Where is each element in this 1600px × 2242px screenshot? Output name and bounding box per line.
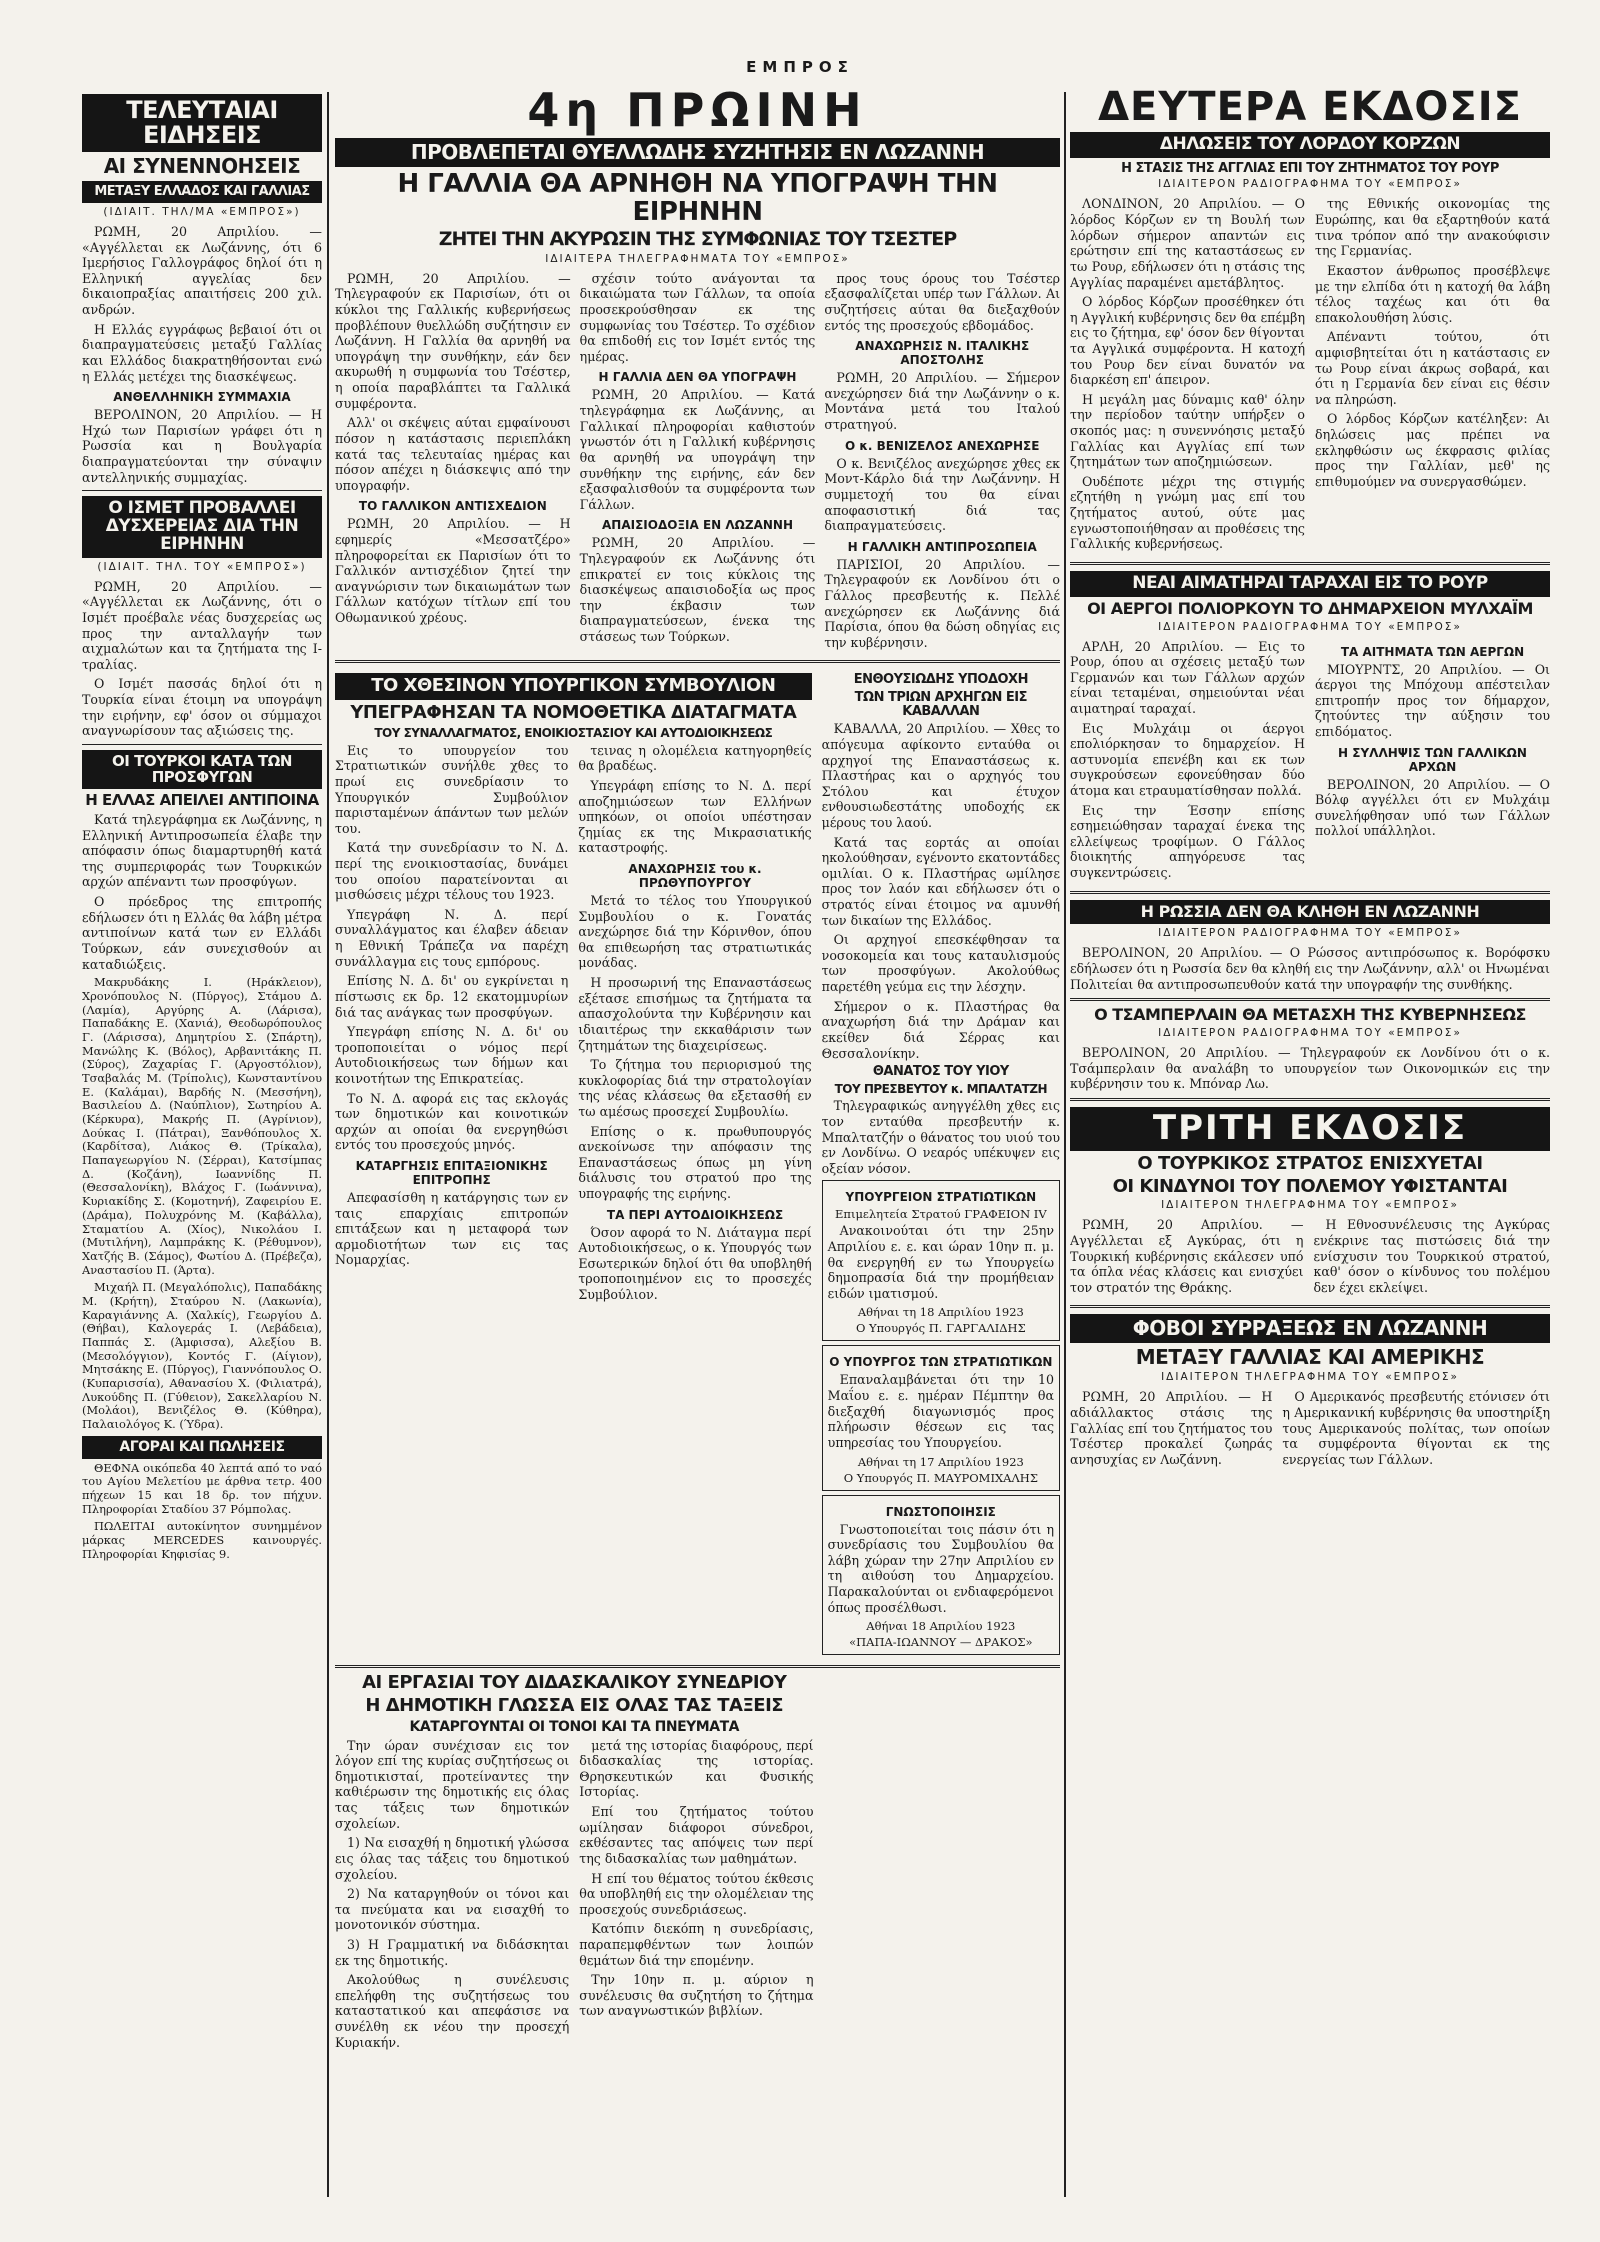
paragraph: ΜΙΟΥΡΝΤΣ, 20 Απριλίου. — Οι άεργοι της Μπόχουμ απέστειλαν επιτροπήν προς τον δήμαρχον, ζητούντες την αύξησιν του επιδόματος. [1315, 661, 1550, 739]
notice-box [822, 1495, 1060, 1656]
names-list: Μιχαήλ Π. (Μεγαλόπολις), Παπαδάκης Μ. (Κρήτη), Σταύρου Ν. (Λακωνία), Καραγιάννης Α. (Χαλκίς), Γεωργίου Δ. (Θήβαι), Καλογεράς Ι. (Λεβάδεια), Παππάς Σ. (Άμφισσα), Αλεξίου Β. (Μεσολόγγιον), Κοντός Γ. (Αίγιον), Μητσάκης Ε. (Πύργος), Γιαννόπουλος Ο. (Κυπαρισσία), Αθανασίου Χ. (Φιλιατρά), Λυκούδης Π. (Γύθειον), Σακελλαρίου Ν. (Μολάοι), Βενιζέλος Θ. (Κύθηρα), Παλαιολόγος Κ. (Ύδρα). [82, 1280, 322, 1432]
paragraph: Η Ελλάς εγγράφως βεβαιοί ότι οι διαπραγματεύσεις μεταξύ Γαλλίας και Ελλάδος διακρατηθήσονται ενώ η Ελλάς μετέχει της διασκέψεως. [82, 321, 322, 384]
notice-box [822, 1180, 1060, 1341]
paragraph: ΒΕΡΟΛΙΝΟΝ, 20 Απριλίου. — Η Ηχώ των Παρισίων γράφει ότι η Ρωσσία και η Βουλγαρία διαπραγματεύονται την σύναψιν αντελληνικής συμμαχίας. [82, 407, 322, 485]
headline: ΜΕΤΑΞΥ ΓΑΛΛΙΑΣ ΚΑΙ ΑΜΕΡΙΚΗΣ [1135, 1345, 1485, 1370]
headline: ΟΙ ΚΙΝΔΥΝΟΙ ΤΟΥ ΠΟΛΕΜΟΥ ΥΦΙΣΤΑΝΤΑΙ [1112, 1175, 1508, 1197]
heading: ΤΑ ΑΙΤΗΜΑΤΑ ΤΩΝ ΑΕΡΓΩΝ [1340, 644, 1525, 659]
source-line: (ΙΔΙΑΙΤ. ΤΗΛ. ΤΟΥ «ΕΜΠΡΟΣ») [97, 560, 307, 573]
latest-news-heading: ΤΕΛΕΥΤΑΙΑΙ ΕΙΔΗΣΕΙΣ [82, 94, 322, 152]
paragraph: προς τους όρους του Τσέστερ εξασφαλίζεται υπέρ των Γάλλων. Αι συζητήσεις αύται θα διεξαχθούν εντός της προσεχούς εβδομάδος. [824, 270, 1060, 333]
headline: ΔΗΛΩΣΕΙΣ ΤΟΥ ΛΟΡΔΟΥ ΚΟΡΖΩΝ [1070, 132, 1550, 158]
paragraph: της Εθνικής οικονομίας της Ευρώπης, και θα εξαρτηθούν κατά τινα τρόπον από την ανακούφισιν της Γερμανίας. [1315, 196, 1550, 259]
paragraph: Η μεγάλη μας δύναμις καθ' όλην την περίοδον ταύτην υπήρξεν ο σκοπός μας: η συνεννόησις μεταξύ Γαλλίας και Αγγλίας επί των ζητημάτων των αποζημιώσεων. [1070, 391, 1305, 470]
headline: ΖΗΤΕΙ ΤΗΝ ΑΚΥΡΩΣΙΝ ΤΗΣ ΣΥΜΦΩΝΙΑΣ ΤΟΥ ΤΣΕΣΤΕΡ [438, 227, 957, 250]
heading: Η ΕΛΛΑΣ ΑΠΕΙΛΕΙ ΑΝΤΙΠΟΙΝΑ [85, 791, 319, 810]
paragraph: ΡΩΜΗ, 20 Απριλίου. — Κατά τηλεγράφημα εκ Λωζάννης, αι Γαλλικαί πληροφορίαι καθιστούν γνωστόν ότι η Γαλλική κυβέρνησις θα αρνηθή να υπογράψη την συνθήκην της ειρήνης, εάν δεν εξασφαλισθούν τα συμφέροντα των Γάλλων. [579, 387, 816, 512]
paragraph: Απεφασίσθη η κατάργησις των εν ταις επαρχίαις επιτροπών επιτάξεων και η μεταφορά των αρμοδιοτήτων των εις τας Νομαρχίας. [335, 1190, 569, 1268]
date-line: Αθήναι 18 Απριλίου 1923 [866, 1619, 1016, 1634]
headline: ΕΝΘΟΥΣΙΩΔΗΣ ΥΠΟΔΟΧΗ [853, 672, 1028, 688]
heading: Ο ΙΣΜΕΤ ΠΡΟΒΑΛΛΕΙ ΔΥΣΧΕΡΕΙΑΣ ΔΙΑ ΤΗΝ ΕΙΡΗΝΗΝ [82, 496, 322, 558]
headline: ΚΑΤΑΡΓΟΥΝΤΑΙ ΟΙ ΤΟΝΟΙ ΚΑΙ ΤΑ ΠΝΕΥΜΑΤΑ [409, 1718, 739, 1735]
date-line: Αθήναι τη 17 Απριλίου 1923 [857, 1454, 1024, 1469]
paragraph: Κατόπιν διεκόπη η συνεδρίασις, παραπεμφθέντων των λοιπών θεμάτων διά την επομένην. [579, 1921, 814, 1968]
source-line: (ΙΔΙΑΙΤ. ΤΗΛ/ΜΑ «ΕΜΠΡΟΣ») [103, 206, 301, 219]
paragraph: Αλλ' οι σκέψεις αύται εμφαίνουσι πόσον η κατάστασις περιεπλάκη κατά τας τελευταίας ημέρας και πόσον απέχει η διάσκεψις από την υπογραφήν. [335, 415, 571, 493]
heading: ΓΝΩΣΤΟΠΟΙΗΣΙΣ [885, 1504, 996, 1519]
headline: ΟΙ ΑΕΡΓΟΙ ΠΟΛΙΟΡΚΟΥΝ ΤΟ ΔΗΜΑΡΧΕΙΟΝ ΜΥΛΧΑΪΜ [1087, 598, 1533, 618]
paragraph: Εις Μυλχάιμ οι άεργοι επολιόρκησαν το δημαρχείον. Η αστυνομία επενέβη και εκ των συγκρούσεων εφονεύθησαν δύο άτομα και ετραυματίσθησαν πολλά. [1070, 720, 1305, 799]
paragraph: Εκαστον άνθρωπος προσέβλεψε με την ελπίδα ότι η κατοχή θα λάβη τέλος ταχέως και ότι θα επακολουθήση λύσις. [1315, 262, 1550, 325]
paragraph: ΡΩΜΗ, 20 Απριλίου. — Η αδιάλλακτος στάσις της Γαλλίας επί του ζητήματος του Τσέστερ προκαλεί ζωηράς ανησυχίας εν Λωζάννη. [1070, 1389, 1273, 1467]
source-line: ΙΔΙΑΙΤΕΡΟΝ ΡΑΔΙΟΓΡΑΦΗΜΑ ΤΟΥ «ΕΜΠΡΟΣ» [1158, 927, 1462, 940]
paragraph: Επί του ζητήματος τούτου ωμίλησαν διάφοροι σύνεδροι, εκθέσαντες τας απόψεις των περί της διδασκαλίας των μαθημάτων. [579, 1804, 814, 1866]
paragraph: Όσον αφορά το Ν. Διάταγμα περί Αυτοδιοικήσεως, ο κ. Υπουργός των Εσωτερικών δηλοί ότι θα υποβληθή τροποποιημένον εις το προσεχές Συμβούλιον. [578, 1224, 812, 1303]
edition-title: 4η ΠΡΩΙΝΗ [527, 90, 868, 137]
headline: Ο ΤΣΑΜΠΕΡΛΑΙΝ ΘΑ ΜΕΤΑΣΧΗ ΤΗΣ ΚΥΒΕΡΝΗΣΕΩΣ [1094, 1005, 1526, 1025]
headline: ΝΕΑΙ ΑΙΜΑΤΗΡΑΙ ΤΑΡΑΧΑΙ ΕΙΣ ΤΟ ΡΟΥΡ [1070, 571, 1550, 597]
source-line: ΙΔΙΑΙΤΕΡΟΝ ΡΑΔΙΟΓΡΑΦΗΜΑ ΤΟΥ «ΕΜΠΡΟΣ» [1158, 620, 1462, 633]
heading: ΚΑΤΑΡΓΗΣΙΣ ΕΠΙΤΑΞΙΟΝΙΚΗΣ ΕΠΙΤΡΟΠΗΣ [355, 1159, 548, 1188]
heading: ΑΝΑΧΩΡΗΣΙΣ του κ. ΠΡΩΘΥΠΟΥΡΓΟΥ [628, 862, 762, 891]
heading: ΑΠΑΙΣΙΟΔΟΞΙΑ ΕΝ ΛΩΖΑΝΝΗ [602, 518, 793, 533]
paragraph: σχέσιν τούτο ανάγονται τα δικαιώματα των Γάλλων, τα οποία προσεκρούσθησαν εκ της συμφωνίας του Τσέστερ. Το σχέδιον θα επιδοθή εις τον Ισμέτ εντός της ημέρας. [579, 270, 816, 364]
paragraph: ΒΕΡΟΛΙΝΟΝ, 20 Απριλίου. — Ο Βόλφ αγγέλλει ότι εν Μυλχάιμ συνελήφθησαν υπό των Γάλλων πολλοί υπάλληλοι. [1315, 776, 1550, 839]
paragraph: ΡΩΜΗ, 20 Απριλίου. — Η εφημερίς «Μεσσατζέρο» πληροφορείται εκ Παρισίων ότι το Γαλλικόν αντισχέδιον ζητεί την αναγνώρισιν των δικαιωμάτων των Γάλλων κατόχων τίτλων επί του Οθωμανικού χρέους. [335, 516, 571, 626]
source-line: ΙΔΙΑΙΤΕΡΑ ΤΗΛΕΓΡΑΦΗΜΑΤΑ ΤΟΥ «ΕΜΠΡΟΣ» [545, 252, 850, 265]
classified-ad: ΠΩΛΕΙΤΑΙ αυτοκίνητον συνημμένον μάρκας MERCEDES καινουργές. Πληροφορίαι Κηφισίας 9. [82, 1519, 322, 1561]
heading: ΑΓΟΡΑΙ ΚΑΙ ΠΩΛΗΣΕΙΣ [82, 1436, 322, 1459]
heading: ΜΕΤΑΞΥ ΕΛΛΑΔΟΣ ΚΑΙ ΓΑΛΛΙΑΣ [82, 181, 322, 203]
signature: Ο Υπουργός Π. ΜΑΥΡΟΜΙΧΑΛΗΣ [843, 1470, 1038, 1485]
paragraph: Υπεγράφη Ν. Δ. περί συναλλάγματος και έλαβεν άδειαν η Εθνική Τράπεζα να παρέχη συνάλλαγμα εις τους εμπόρους. [335, 906, 569, 969]
heading: ΥΠΟΥΡΓΕΙΟΝ ΣΤΡΑΤΙΩΤΙΚΩΝ [845, 1190, 1037, 1205]
paragraph: Ο Ισμέτ πασσάς δηλοί ότι η Τουρκία είναι έτοιμη να υπογράψη την ειρήνην, εφ' όσον οι σύμμαχοι αναγνωρίσουν τας αξιώσεις της. [82, 676, 322, 739]
paragraph: Κατά τηλεγράφημα εκ Λωζάννης, η Ελληνική Αντιπροσωπεία έλαβε την απόφασιν όπως διαμαρτυρηθή κατά της συμπεριφοράς των Τουρκικών αρχών απέναντι των προσφύγων. [82, 812, 322, 890]
heading: ΑΙ ΣΥΝΕΝΝΟΗΣΕΙΣ [103, 154, 301, 179]
heading: ΑΝΘΕΛΛΗΝΙΚΗ ΣΥΜΜΑΧΙΑ [113, 390, 291, 405]
paragraph: ΡΩΜΗ, 20 Απριλίου. — Τηλεγραφούν εκ Παρισίων, ότι οι κύκλοι της Γαλλικής κυβερνήσεως προβλέπουν θυελλώδη συζήτησιν εν Λωζάννη. Η Γαλλία θα αρνηθή να υπογράψη την συνθήκην, εάν δεν ακυρωθή η συμφωνία του Τσέστερ, η οποία παραβλάπτει τα Γαλλικά συμφέροντα. [335, 270, 571, 411]
paragraph: Ο λόρδος Κόρζων προσέθηκεν ότι η Αγγλική κυβέρνησις δεν θα επέμβη εις το ζήτημα, εφ' όσον δεν θίγονται τα Αγγλικά συμφέροντα. Η κατοχή του Ρουρ δεν είναι δυνατόν να διαρκέση επ' άπειρον. [1070, 294, 1305, 388]
paragraph: Την 10ην π. μ. αύριον η συνέλευσις θα συζητήση το ζήτημα των αναγνωστικών βιβλίων. [579, 1972, 814, 2019]
heading: ΤΑ ΠΕΡΙ ΑΥΤΟΔΙΟΙΚΗΣΕΩΣ [606, 1207, 784, 1222]
paragraph: Το Ν. Δ. αφορά εις τας εκλογάς των δημοτικών και κοινοτικών αρχών αι οποίαι θα ενεργηθώσι εντός του προσεχούς μηνός. [335, 1090, 569, 1153]
paragraph: Επαναλαμβάνεται ότι την 10 Μαΐου ε. ε. ημέραν Πέμπτην θα διεξαχθή διαγωνισμός προς πλήρωσιν θέσεων εις τας υπηρεσίας του Υπουργείου. [827, 1372, 1054, 1450]
headline: Ο ΤΟΥΡΚΙΚΟΣ ΣΤΡΑΤΟΣ ΕΝΙΣΧΥΕΤΑΙ [1137, 1152, 1483, 1174]
paragraph: ΡΩΜΗ, 20 Απριλίου. — Σήμερον ανεχώρησεν διά την Λωζάννην ο κ. Μοντάνα μετά του Ιταλού στρατηγού. [824, 370, 1060, 433]
paragraph: Τηλεγραφικώς ανηγγέλθη χθες εις τον ενταύθα πρεσβευτήν κ. Μπαλτατζήν ο θάνατος του υιού του εν Λονδίνω. Ο νεαρός υπέκυψεν εις οξείαν νόσον. [821, 1098, 1060, 1176]
names-list: Μακρυδάκης Ι. (Ηράκλειον), Χρονόπουλος Ν. (Πύργος), Στάμου Δ. (Λαμία), Αργύρης Α. (Λάρισα), Παπαδάκης Ε. (Χανιά), Θεοδωρόπουλος Γ. (Λάρισσα), Δημητρίου Σ. (Σπάρτη), Μανώλης Κ. (Βόλος), Αρβανιτάκης Π. (Σύρος), Ζαχαρίας Γ. (Αργοστόλιον), Τσαβαλάς Μ. (Τρίπολις), Κωνσταντίνου Ε. (Καλάμαι), Βαρδής Ν. (Μεσσήνη), Βασιλείου Δ. (Ναύπλιον), Σωτηρίου Α. (Κέρκυρα), Μακρής Π. (Αγρίνιον), Δούκας Ι. (Πάτραι), Ξανθόπουλος Χ. (Καρδίτσα), Λιάκος Θ. (Τρίκαλα), Παπαγεωργίου Ν. (Σέρραι), Κατσίμπας Δ. (Κοζάνη), Ιωαννίδης Π. (Θεσσαλονίκη), Βλάχος Γ. (Ιωάννινα), Κυριακίδης Σ. (Κομοτηνή), Ζαφειρίου Ε. (Δράμα), Πολυχρόνης Μ. (Καβάλλα), Σταματίου Α. (Χίος), Νικολάου Ι. (Μυτιλήνη), Λαμπράκης Κ. (Ρέθυμνον), Χατζής Β. (Σάμος), Φωτίου Δ. (Πρέβεζα), Αναστασίου Π. (Άρτα). [82, 975, 322, 1277]
paragraph: Επίσης ο κ. πρωθυπουργός ανεκοίνωσε την απόφασιν της Επαναστάσεως όπως μη γίνη διάλυσις του στρατού προ της υπογραφής της ειρήνης. [578, 1123, 812, 1202]
heading: Ο ΥΠΟΥΡΓΟΣ ΤΩΝ ΣΤΡΑΤΙΩΤΙΚΩΝ [829, 1355, 1053, 1370]
paragraph: μετά της ιστορίας διαφόρους, περί διδασκαλίας της ιστορίας. Θρησκευτικών και Φυσικής Ιστορίας. [579, 1737, 814, 1800]
subheading: Επιμελητεία Στρατού ΓΡΑΦΕΙΟΝ IV [835, 1207, 1047, 1222]
paragraph: 2) Να καταργηθούν οι τόνοι και τα πνεύματα και να εισαχθή το μονοτονικόν σύστημα. [335, 1886, 570, 1933]
paragraph: Απέναντι τούτου, ότι αμφισβητείται ότι η κατάστασις εν τω Ρουρ είναι άκρως σοβαρά, και ότι η Γερμανία δεν είναι εις θέσιν να πληρώση. [1315, 329, 1550, 407]
date-line: Αθήναι τη 18 Απριλίου 1923 [857, 1305, 1024, 1320]
heading: ΤΟ ΓΑΛΛΙΚΟΝ ΑΝΤΙΣΧΕΔΙΟΝ [358, 499, 547, 514]
paragraph: Εις την Έσσην επίσης εσημειώθησαν ταραχαί ένεκα της ελλείψεως τροφίμων. Ο Γάλλος διοικητής απηγόρευσε τας συγκεντρώσεις. [1070, 802, 1305, 881]
headline: ΥΠΕΓΡΑΦΗΣΑΝ ΤΑ ΝΟΜΟΘΕΤΙΚΑ ΔΙΑΤΑΓΜΑΤΑ [350, 702, 797, 724]
paragraph: ΒΕΡΟΛΙΝΟΝ, 20 Απριλίου. — Τηλεγραφούν εκ Λονδίνου ότι ο κ. Τσάμπερλαιν θα αναλάβη το υπουργείον των Οικονομικών εις την κυβέρνησιν του κ. Μπόναρ Λω. [1070, 1045, 1550, 1092]
source-line: ΙΔΙΑΙΤΕΡΟΝ ΤΗΛΕΓΡΑΦΗΜΑ ΤΟΥ «ΕΜΠΡΟΣ» [1161, 1371, 1459, 1384]
paragraph: Ο λόρδος Κόρζων κατέληξεν: Αι δηλώσεις μας πρέπει να εκληφθώσιν ως έκφρασις φιλίας προς την Γαλλίαν, μεθ' ης επιθυμούμεν να συνεργασθώμεν. [1315, 411, 1550, 489]
paragraph: Η προσωρινή της Επαναστάσεως εξέτασε επισήμως τα ζητήματα τα απασχολούντα την Κυβέρνησιν και ιδιαιτέρως την εκκαθάρισιν των ζητημάτων της διαχειρίσεως. [578, 975, 812, 1053]
paragraph: ΠΑΡΙΣΙΟΙ, 20 Απριλίου. — Τηλεγραφούν εκ Λονδίνου ότι ο Γάλλος πρεσβευτής κ. Πελλέ ανεχώρησεν εκ Λωζάννης διά Παρίσια, όπου θα δώση οδηγίας εις την κυβέρνησιν. [824, 556, 1060, 650]
headline: ΑΙ ΕΡΓΑΣΙΑΙ ΤΟΥ ΔΙΔΑΣΚΑΛΙΚΟΥ ΣΥΝΕΔΡΙΟΥ [362, 1672, 787, 1694]
headline: ΠΡΟΒΛΕΠΕΤΑΙ ΘΥΕΛΛΩΔΗΣ ΣΥΖΗΤΗΣΙΣ ΕΝ ΛΩΖΑΝΝΗ [335, 138, 1060, 167]
signature: Ο Υπουργός Π. ΓΑΡΓΑΛΙΔΗΣ [855, 1321, 1026, 1336]
paragraph: ΚΑΒΑΛΛΑ, 20 Απριλίου. — Χθες το απόγευμα αφίκοντο ενταύθα οι αρχηγοί της Επαναστάσεως κ. Πλαστήρας και ο αρχηγός του Στόλου και έτυχον ενθουσιωδεστάτης υποδοχής εκ μέρους του λαού. [821, 721, 1060, 830]
masthead: ΕΜΠΡΟΣ [746, 58, 854, 76]
heading: Η ΓΑΛΛΙΑ ΔΕΝ ΘΑ ΥΠΟΓΡΑΨΗ [598, 370, 797, 385]
heading: ΟΙ ΤΟΥΡΚΟΙ ΚΑΤΑ ΤΩΝ ΠΡΟΣΦΥΓΩΝ [82, 750, 322, 790]
paragraph: ΡΩΜΗ, 20 Απριλίου. — «Αγγέλλεται εκ Λωζάννης, ότι 6 Ιμερήσιος Γαλλογράφος δηλοί ότι η Ελληνική αγγελίας δεν δικαιοπραξίας απαιτήσεις 200 χιλ. ανδρών. [82, 224, 322, 318]
paragraph: Το ζήτημα του περιορισμού της κυκλοφορίας διά την στρατολογίαν της νέας κλάσεως θα εξετασθή εν τω αμέσως προσεχεί Συμβουλίω. [578, 1057, 812, 1119]
headline: ΘΑΝΑΤΟΣ ΤΟΥ ΥΙΟΥ [872, 1064, 1009, 1080]
paragraph: Οι αρχηγοί επεσκέφθησαν τα νοσοκομεία και τους καταυλισμούς των προσφύγων. Ακολούθως παρετέθη γεύμα εις την λέσχην. [821, 932, 1060, 995]
paragraph: Ο Αμερικανός πρεσβευτής ετόνισεν ότι η Αμερικανική κυβέρνησις θα υποστηρίξη τους Αμερικανούς πολίτας, των οποίων τα συμφέροντα θίγονται εκ της ενεργείας των Γάλλων. [1282, 1389, 1550, 1467]
paragraph: ΑΡΛΗ, 20 Απριλίου. — Εις το Ρουρ, όπου αι σχέσεις μεταξύ των Γερμανών και των Γάλλων αρχών είναι τεταμέναι, σημειούνται νέαι αιματηραί ταραχαί. [1070, 638, 1305, 716]
paragraph: Ουδέποτε μέχρι της στιγμής εζητήθη η γνώμη μας επί του ζητήματος αυτού, ούτε μας εγνωστοποιήθησαν αι προθέσεις της Γαλλικής κυβερνήσεως. [1070, 473, 1305, 552]
headline: Η ΣΤΑΣΙΣ ΤΗΣ ΑΓΓΛΙΑΣ ΕΠΙ ΤΟΥ ΖΗΤΗΜΑΤΟΣ ΤΟΥ ΡΟΥΡ [1121, 160, 1499, 176]
paragraph: Ακολούθως η συνέλευσις επελήφθη της συζητήσεως του καταστατικού και απεφάσισε να συνέλθη εκ νέου την προσεχή Κυριακήν. [335, 1972, 570, 2050]
headline: ΤΟΥ ΣΥΝΑΛΛΑΓΜΑΤΟΣ, ΕΝΟΙΚΙΟΣΤΑΣΙΟΥ ΚΑΙ ΑΥΤΟΔΙΟΙΚΗΣΕΩΣ [374, 726, 773, 741]
headline: ΤΟΥ ΠΡΕΣΒΕΥΤΟΥ κ. ΜΠΑΛΤΑΤΖΗ [834, 1081, 1048, 1096]
heading: ΑΝΑΧΩΡΗΣΙΣ Ν. ΙΤΑΛΙΚΗΣ ΑΠΟΣΤΟΛΗΣ [855, 339, 1030, 368]
column-rule [1064, 92, 1066, 2197]
paragraph: ΡΩΜΗ, 20 Απριλίου. — «Αγγέλλεται εκ Λωζάννης, ότι ο Ισμέτ προέβαλε νέας δυσχερείας ως προς την ανταλλαγήν των αιχμαλώτων και τα ζητήματα της Ι-τραλίας. [82, 578, 322, 672]
headline: Η ΡΩΣΣΙΑ ΔΕΝ ΘΑ ΚΛΗΘΗ ΕΝ ΛΩΖΑΝΝΗ [1070, 900, 1550, 925]
center-column [335, 90, 1060, 2202]
left-column [82, 90, 322, 2202]
paragraph: ΛΟΝΔΙΝΟΝ, 20 Απριλίου. — Ο λόρδος Κόρζων εν τη Βουλή των λόρδων σήμερον απαντών εις ερώτησιν επί της καταστάσεως εν τω Ρουρ, εδήλωσεν ότι η στάσις της Αγγλίας παραμένει αμετάβλητος. [1070, 196, 1305, 290]
paragraph: Μετά το τέλος του Υπουργικού Συμβουλίου ο κ. Γονατάς ανεχώρησε διά την Κόρινθον, όπου θα επιθεωρήση τας στρατιωτικάς μονάδας. [578, 893, 812, 971]
source-line: ΙΔΙΑΙΤΕΡΟΝ ΤΗΛΕΓΡΑΦΗΜΑ ΤΟΥ «ΕΜΠΡΟΣ» [1161, 1199, 1459, 1212]
paragraph: Επίσης Ν. Δ. δι' ου εγκρίνεται η πίστωσις εκ δρ. 12 εκατομμυρίων διά τας ανάγκας των προσφύγων. [335, 973, 569, 1020]
paragraph: τεινας η ολομέλεια κατηγορηθείς θα βραδέως. [578, 742, 812, 774]
headline: ΤΩΝ ΤΡΙΩΝ ΑΡΧΗΓΩΝ ΕΙΣ ΚΑΒΑΛΛΑΝ [854, 690, 1028, 719]
paragraph: 3) Η Γραμματική να διδάσκηται εκ της δημοτικής. [335, 1936, 570, 1968]
headline: Η ΓΑΛΛΙΑ ΘΑ ΑΡΝΗΘΗ ΝΑ ΥΠΟΓΡΑΨΗ ΤΗΝ ΕΙΡΗΝΗΝ [397, 169, 998, 227]
paragraph: ΡΩΜΗ, 20 Απριλίου. — Αγγέλλεται εξ Αγκύρας, ότι η Τουρκική κυβέρνησις εκάλεσεν υπό τα όπλα νέας κλάσεις και ενισχύει τον στρατόν της Θράκης. [1070, 1217, 1304, 1295]
paragraph: 1) Να εισαχθή η δημοτική γλώσσα εις όλας τας τάξεις του δημοτικού σχολείου. [335, 1835, 570, 1882]
right-column [1070, 90, 1550, 2202]
paragraph: Η Εθνοσυνέλευσις της Αγκύρας ενέκρινε τας πιστώσεις διά την ενίσχυσιν του Τουρκικού στρατού, καθ' όσον ο κίνδυνος του πολέμου δεν έχει εκλείψει. [1313, 1217, 1550, 1295]
heading: Η ΓΑΛΛΙΚΗ ΑΝΤΙΠΡΟΣΩΠΕΙΑ [847, 539, 1037, 554]
paragraph: Η επί του θέματος τούτου έκθεσις θα υποβληθή εις την ολομέλειαν της προσεχούς συνεδριάσεως. [579, 1870, 814, 1917]
paragraph: Ο πρόεδρος της επιτροπής εδήλωσεν ότι η Ελλάς θα λάβη μέτρα αντιποίνων κατά των εν Ελλάδι Τούρκων, εάν συνεχισθούν αι καταδιώξεις. [82, 894, 322, 972]
paragraph: Εις το υπουργείον του Στρατιωτικών συνήλθε χθες το πρωί εις συνεδρίασιν το Υπουργικόν Συμβούλιον παρισταμένων άπάντων των μελών του. [335, 742, 569, 836]
paragraph: Ανακοινούται ότι την 25ην Απριλίου ε. ε. και ώραν 10ην π. μ. θα ενεργηθή εν τω Υπουργείω δημοπρασία διά την προμήθειαν ειδών ιματισμού. [827, 1223, 1054, 1301]
headline: ΦΟΒΟΙ ΣΥΡΡΑΞΕΩΣ ΕΝ ΛΩΖΑΝΝΗ [1070, 1314, 1550, 1343]
paragraph: Κατά τας εορτάς αι οποίαι ηκολούθησαν, εγένοντο εκατοντάδες ομιλίαι. Ο κ. Πλαστήρας ωμίλησε προς τον λαόν και εδήλωσεν ότι ο στρατός είναι έτοιμος να αμυνθή των δικαίων της Ελλάδος. [821, 834, 1060, 928]
heading: Η ΣΥΛΛΗΨΙΣ ΤΩΝ ΓΑΛΛΙΚΩΝ ΑΡΧΩΝ [1338, 745, 1527, 774]
signature: «ΠΑΠΑ-ΙΩΑΝΝΟΥ — ΔΡΑΚΟΣ» [849, 1635, 1033, 1650]
headline: Η ΔΗΜΟΤΙΚΗ ΓΛΩΣΣΑ ΕΙΣ ΟΛΑΣ ΤΑΣ ΤΑΞΕΙΣ [365, 1695, 784, 1717]
edition-title: ΔΕΥΤΕΡΑ ΕΚΔΟΣΙΣ [1098, 90, 1522, 130]
source-line: ΙΔΙΑΙΤΕΡΟΝ ΡΑΔΙΟΓΡΑΦΗΜΑ ΤΟΥ «ΕΜΠΡΟΣ» [1158, 178, 1462, 191]
paragraph: ΡΩΜΗ, 20 Απριλίου. — Τηλεγραφούν εκ Λωζάννης ότι επικρατεί εν τοις κύκλοις της διασκέψεως απαισιοδοξία ως προς την έκβασιν των διαπραγματεύσεων, ένεκα της στάσεως των Τούρκων. [579, 535, 816, 645]
heading: Ο κ. ΒΕΝΙΖΕΛΟΣ ΑΝΕΧΩΡΗΣΕ [844, 438, 1040, 453]
column-rule [327, 92, 329, 2197]
source-line: ΙΔΙΑΙΤΕΡΟΝ ΡΑΔΙΟΓΡΑΦΗΜΑ ΤΟΥ «ΕΜΠΡΟΣ» [1158, 1027, 1462, 1040]
classified-ad: ΘΕΦΝΑ οικόπεδα 40 λεπτά από το ναό του Αγίου Μελετίου με άρθνα τετρ. 400 πήχεων 15 και 18 δρ. τον πήχυν. Πληροφορίαι Σταδίου 37 Ρόμπολας. [82, 1460, 322, 1516]
edition-title: ΤΡΙΤΗ ΕΚΔΟΣΙΣ [1070, 1107, 1550, 1151]
paragraph: Σήμερον ο κ. Πλαστήρας θα αναχωρήση διά την Δράμαν και εκείθεν διά Σέρρας και Θεσσαλονίκην. [821, 998, 1060, 1061]
paragraph: Κατά την συνεδρίασιν το Ν. Δ. περί της ενοικιοστασίας, δυνάμει του οποίου παρατείνονται αι μισθώσεις μέχρι τέλους του 1923. [335, 840, 569, 903]
paragraph: Υπεγράφη επίσης Ν. Δ. δι' ου τροποποιείται ο νόμος περί Αυτοδιοικήσεως των δήμων και κοινοτήτων της Επικρατείας. [335, 1024, 569, 1086]
paragraph: Την ώραν συνέχισαν εις τον λόγον επί της κυρίας συζητήσεως οι δημοτικισταί, προτείναντες την καθιέρωσιν της δημοτικής εις όλας τας τάξεις των δημοτικών σχολείων. [335, 1737, 570, 1831]
paragraph: ΒΕΡΟΛΙΝΟΝ, 20 Απριλίου. — Ο Ρώσσος αντιπρόσωπος κ. Βορόφσκυ εδήλωσεν ότι η Ρωσσία δεν θα κληθή εις την Λωζάννην, αλλ' οι Ηνωμέναι Πολιτείαι θα αντιπροσωπευθούν κατά την υπογραφήν της συνθήκης. [1070, 945, 1550, 992]
notice-box [822, 1345, 1060, 1490]
paragraph: Γνωστοποιείται τοις πάσιν ότι η συνεδρίασις του Συμβουλίου θα λάβη χώραν την 27ην Απριλίου εν τη αιθούση του Δημαρχείου. Παρακαλούνται οι ενδιαφερόμενοι όπως προσέλθωσι. [827, 1521, 1054, 1615]
paragraph: Ο κ. Βενιζέλος ανεχώρησε χθες εκ Μοντ-Κάρλο διά την Λωζάννην. Η συμμετοχή του θα είναι αποφασιστική διά τας διαπραγματεύσεις. [824, 455, 1060, 534]
paragraph: Υπεγράφη επίσης το Ν. Δ. περί αποζημιώσεων των Ελλήνων υπηκόων, οι οποίοι υπέστησαν ζημίας εκ της Μικρασιατικής καταστροφής. [578, 778, 812, 856]
headline: ΤΟ ΧΘΕΣΙΝΟΝ ΥΠΟΥΡΓΙΚΟΝ ΣΥΜΒΟΥΛΙΟΝ [335, 673, 812, 700]
